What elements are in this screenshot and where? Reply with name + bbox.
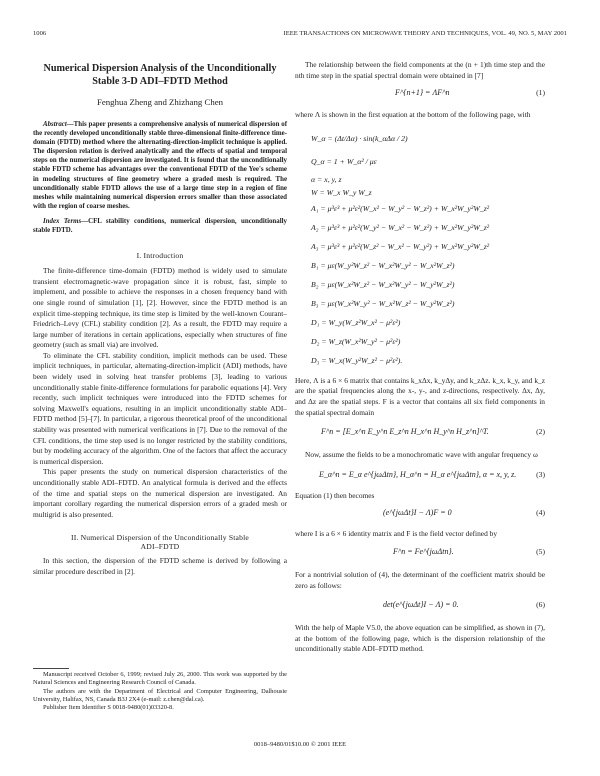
right-p1: The relationship between the field components at the (n + 1)th time step and the nth time step in the spatial spectral domain were obtained in [7] <box>295 60 545 80</box>
def-row: A₃ = μ³ε³ + μ²ε²(W_z² − W_x² − W_y²) + W_x²W_y²W_z² <box>311 241 490 251</box>
def-row: B₃ = με(W_x²W_y² − W_x²W_z² − W_y²W_z²) <box>311 298 455 308</box>
abstract: Abstract—This paper presents a comprehensive analysis of numerical dispersion of the recently developed unconditionally stable three-dimensional finite-difference time-domain (FDTD) method where the alternating-direction-implicit technique is applied. The dispersion relation is derived analytically and the effects of spatial and temporal steps on the numerical dispersion are investigated. It is found that the unconditionally stable FDTD scheme has advantages over the conventional FDTD of the Yee's scheme in modeling structures of fine geometry where a graded mesh is required. The unconditionally stable FDTD allows the use of a large time step in a region of fine meshes while maintaining numerical dispersion errors smaller than those associated with the region of coarse meshes. <box>33 121 287 210</box>
equation-3: E_α^n = E_α e^{jωΔtn}, H_α^n = H_α e^{jωΔtn}, α = x, y, z. (3) <box>319 469 545 479</box>
equation-4: (e^{jωΔt}I − Λ)F = 0 (4) <box>383 508 545 518</box>
paper-title: Numerical Dispersion Analysis of the Unconditionally Stable 3-D ADI–FDTD Method <box>43 63 277 87</box>
left-column <box>33 62 287 578</box>
def-row: D₃ = W_x(W_y²W_z² − μ²ε²). <box>311 355 403 365</box>
def-row: A₂ = μ³ε³ + μ²ε²(W_y² − W_x² − W_z²) + W_x²W_y²W_z² <box>311 222 490 232</box>
def-row: D₂ = W_z(W_x²W_y² − μ²ε²) <box>311 336 401 346</box>
section2-heading: II. Numerical Dispersion of the Unconditionally Stable ADI–FDTD <box>70 533 250 552</box>
right-p6: where I is a 6 × 6 identity matrix and F is the field vector defined by <box>295 529 498 539</box>
right-p4: Now, assume the fields to be a monochromatic wave with angular frequency ω <box>305 450 538 460</box>
equation-6: det(e^{jωΔt}I − Λ) = 0. (6) <box>383 600 545 610</box>
right-p5: Equation (1) then becomes <box>295 490 375 500</box>
def-row: A₁ = μ³ε³ + μ²ε²(W_x² − W_y² − W_z²) + W_x²W_y²W_z² <box>311 203 490 213</box>
authors: Fenghua Zheng and Zhizhang Chen <box>96 97 224 107</box>
def-row: Q_α = 1 + W_α² / με <box>311 156 377 166</box>
def-row: D₁ = W_y(W_z²W_x² − μ²ε²) <box>311 317 401 327</box>
copyright-line: 0018–9480/01$10.00 © 2001 IEEE <box>253 741 347 748</box>
def-row: α = x, y, z <box>311 174 342 184</box>
definitions-block <box>295 127 545 370</box>
def-row: W_α = (Δt/Δα) · sin(k_αΔα / 2) <box>311 133 408 143</box>
equation-2: F^n = [E_x^n E_y^n E_z^n H_x^n H_y^n H_z^n]^T. (2) <box>321 427 545 437</box>
page-number: 1006 <box>33 30 47 37</box>
journal-header: IEEE TRANSACTIONS ON MICROWAVE THEORY AND TECHNIQUES, VOL. 49, NO. 5, MAY 2001 <box>283 30 567 37</box>
equation-5: F^n = Fe^{jωΔtn}. (5) <box>393 546 545 556</box>
section1-body: The finite-difference time-domain (FDTD) method is widely used to simulate transient electromagnetic-wave propagation since it is robust, fast, simple to implement, and possible to achieve the responses in a chosen frequency band with one single round of simulation [1], [2]. However, since the FDTD method is an explicit time-stepping technique, its time step is limited by the well-known Courant–Friedrich–Levy (CFL) stability condition [2]. As a result, the FDTD may require a large number of iterations in certain applications, especially when structures of fine geometry (such as small via) are involved. To eliminate the CFL stability condition, implicit methods can be used. These implicit techniques, in particular, alternating-direction-implicit (ADI) methods, have been widely used in solving heat transfer problems [3], leading to various unconditionally stable finite-difference formulations for parabolic equations [4]. Very recently, such implicit techniques were introduced into the FDTD schemes for solving Maxwell's equations, resulting in an implicit unconditionally stable ADI–FDTD method [5]–[7]. In particular, a rigorous theoretical proof of the unconditional stability was presented with numerical verifications in [7]. Due to the removal of the CFL conditions, the time step used is no longer restricted by the stability conditions, but by modeling accuracy of the algorithm. One of the factors that affect the accuracy is numerical dispersion. This paper presents the study on numerical dispersion characteristics of the unconditionally stable ADI–FDTD. An analytical formula is derived and the effects of the time and spatial steps on the numerical dispersion are investigated. An important corollary regarding the numerical dispersion errors of a graded mesh or multigrid is also presented. <box>33 266 287 519</box>
def-row: W = W_x W_y W_z <box>311 187 372 197</box>
footnote-rule <box>33 668 69 669</box>
def-row: B₁ = με(W_y²W_z² − W_x²W_y² − W_x²W_z²) <box>311 260 455 270</box>
right-column <box>295 60 545 655</box>
index-terms: Index Terms—CFL stability conditions, numerical dispersion, unconditionally stable FDTD. <box>33 217 287 235</box>
right-p2: where Λ is shown in the first equation at the bottom of the following page, with <box>295 110 531 120</box>
footnote: Manuscript received October 6, 1999; revised July 26, 2000. This work was supported by the Natural Sciences and Engineering Research Council of Canada. The authors are with the Department of Electrical and Computer Engineering, Dalhousie University, Halifax, NS, Canada B3J 2X4 (e-mail: z.chen@dal.ca). Publisher Item Identifier S 0018-9480(01)03320-8. <box>33 671 287 712</box>
right-p3: Here, Λ is a 6 × 6 matrix that contains k_xΔx, k_yΔy, and k_zΔz. k_x, k_y, and k_z are the spatial frequencies along the x-, y-, and z-directions, respectively. Δx, Δy, and Δz are the spatial steps. F is a vector that contains all six field components in the spatial spectral domain <box>295 375 545 417</box>
equation-1: F^{n+1} = ΛF^n (1) <box>395 88 545 98</box>
def-row: B₂ = με(W_x²W_z² − W_x²W_y² − W_y²W_z²) <box>311 279 455 289</box>
section1-heading: I. Introduction <box>136 251 184 261</box>
right-p8: With the help of Maple V5.0, the above equation can be simplified, as shown in (7), at the bottom of the following page, which is the dispersion relationship of the unconditionally stable ADI–FDTD method. <box>295 623 545 654</box>
section2-body: In this section, the dispersion of the FDTD scheme is derived by following a similar procedure described in [2]. <box>33 556 287 576</box>
right-p7: For a nontrivial solution of (4), the determinant of the coefficient matrix should be zero as follows: <box>295 569 545 590</box>
